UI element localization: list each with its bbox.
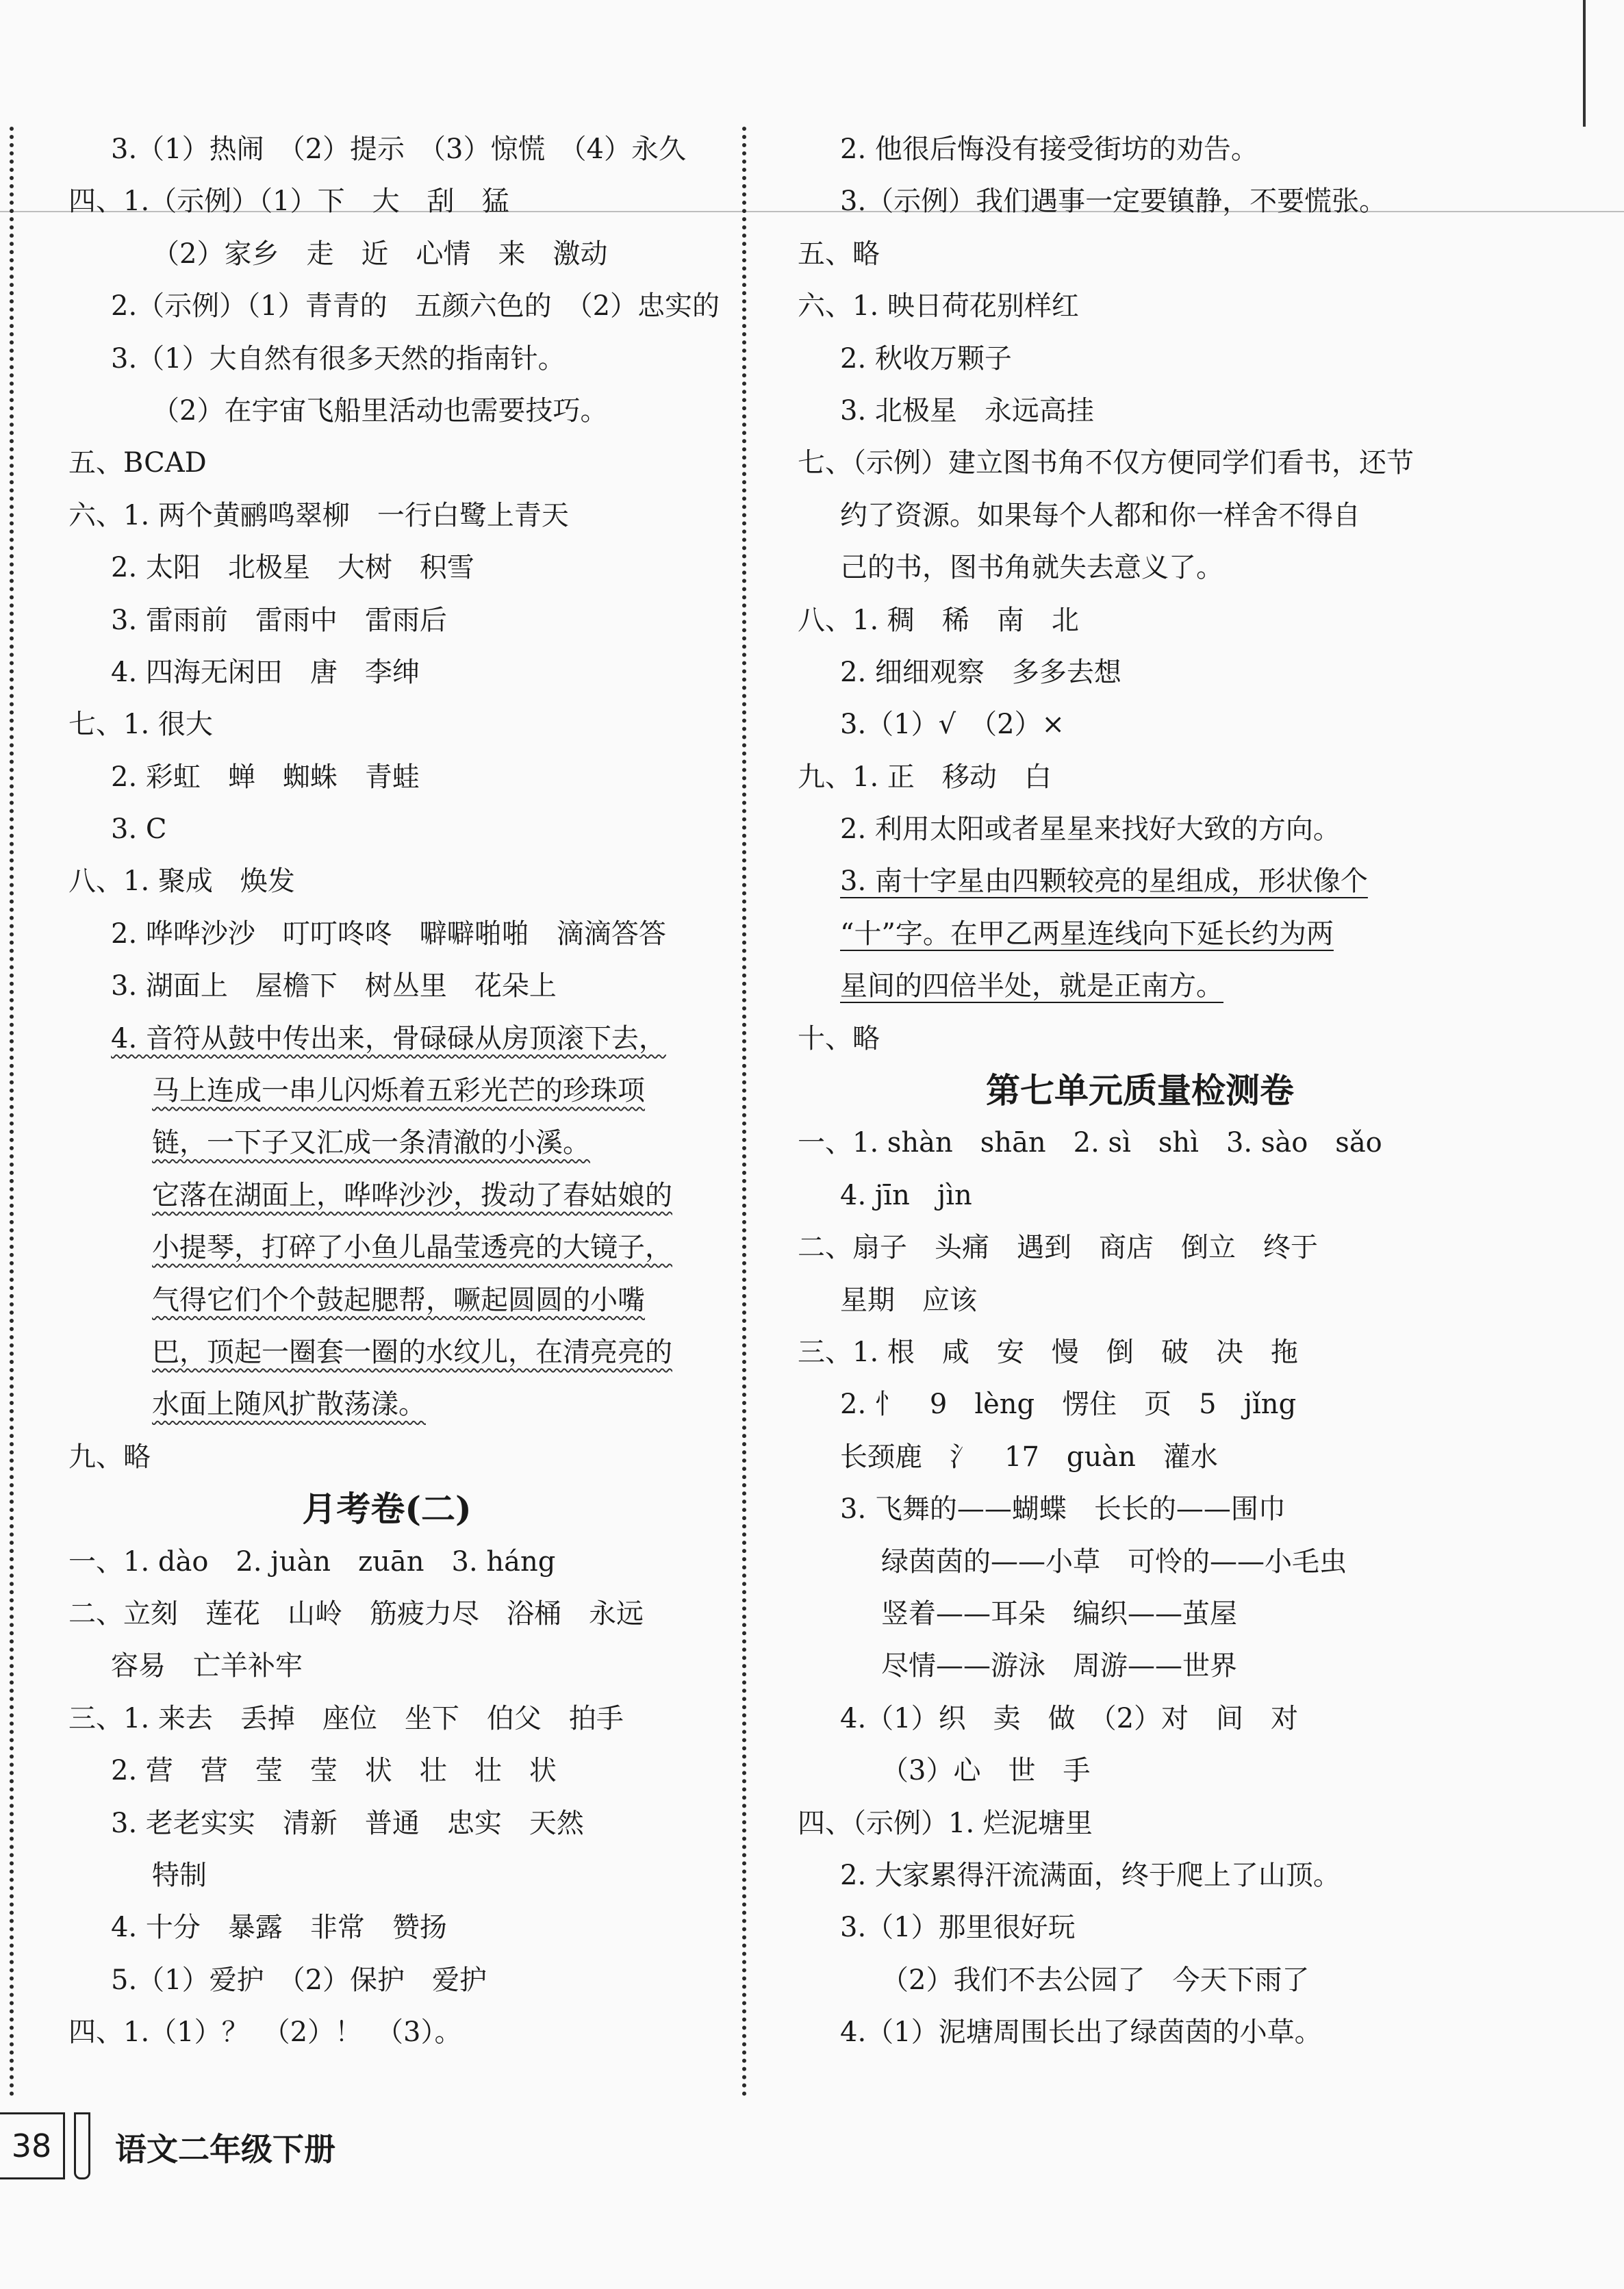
answer-text: 2. 彩虹 蝉 蜘蛛 青蛙 [111, 761, 420, 793]
answer-line [68, 594, 705, 646]
answer-text: 2. 营 营 莹 莹 状 壮 壮 状 [111, 1755, 557, 1787]
answer-line [798, 1588, 1482, 1640]
answer-text: 2. 太阳 北极星 大树 积雪 [111, 552, 474, 584]
answer-line [798, 1326, 1482, 1378]
answer-line [68, 333, 705, 385]
answer-line [68, 908, 705, 960]
answer-text: （3）心 世 手 [881, 1755, 1091, 1787]
answer-text: 2. 大家累得汗流满面，终于爬上了山顶。 [840, 1859, 1341, 1891]
answer-text: 特制 [152, 1859, 207, 1891]
answer-text: 星间的四倍半处，就是正南方。 [840, 970, 1223, 1002]
answer-text: 八、1. 聚成 焕发 [68, 865, 295, 898]
answer-text: 4.（1）织 卖 做 （2）对 间 对 [840, 1702, 1299, 1734]
answer-text: 长颈鹿 氵 17 guàn 灌水 [840, 1441, 1218, 1473]
answer-line [798, 175, 1482, 227]
answer-line [798, 1693, 1482, 1745]
answer-text: “十”字。在甲乙两星连线向下延长约为两 [840, 918, 1334, 950]
answer-line [68, 1588, 705, 1640]
answer-line [798, 960, 1482, 1012]
answer-line [68, 385, 705, 437]
answer-line [68, 1431, 705, 1483]
answer-text: 四、1.（1）？ （2）！ （3）。 [68, 2016, 462, 2049]
answer-text: 2. 秋收万颗子 [840, 342, 1012, 375]
answer-line [68, 1745, 705, 1797]
answer-text: 2. 利用太阳或者星星来找好大致的方向。 [840, 813, 1341, 846]
answer-line [798, 1797, 1482, 1849]
answer-text: 3.（1）大自然有很多天然的指南针。 [111, 342, 566, 375]
answer-line [798, 908, 1482, 960]
left-dotted-border [10, 127, 14, 2097]
answer-text: 4. 音符从鼓中传出来，骨碌碌从房顶滚下去， [111, 1022, 666, 1054]
answer-line [798, 385, 1482, 437]
answer-text: 五、略 [798, 238, 880, 270]
answer-text: 五、BCAD [68, 447, 207, 479]
answer-line [68, 960, 705, 1012]
book-spine-icon [74, 2112, 90, 2179]
answer-line [68, 437, 705, 489]
answer-text: 3. 老老实实 清新 普通 忠实 天然 [111, 1807, 584, 1839]
answer-line [798, 1117, 1482, 1169]
answer-line [798, 1274, 1482, 1326]
answer-text: 第七单元质量检测卷 [986, 1070, 1294, 1111]
answer-text: 三、1. 根 咸 安 慢 倒 破 决 拖 [798, 1336, 1298, 1368]
answer-line [798, 855, 1482, 907]
answer-line [798, 280, 1482, 332]
answer-text: 九、1. 正 移动 白 [798, 761, 1052, 793]
answer-line [68, 751, 705, 803]
answer-line [798, 437, 1482, 489]
answer-text: 尽情——游泳 周游——世界 [881, 1650, 1237, 1682]
answer-text: 3. 南十字星由四颗较亮的星组成，形状像个 [840, 865, 1368, 898]
answer-text: 四、1.（示例）（1）下 大 刮 猛 [68, 186, 509, 218]
answer-line [798, 1640, 1482, 1692]
answer-line [798, 751, 1482, 803]
answer-line [798, 1431, 1482, 1483]
answer-text: 3.（1）√ （2）× [840, 709, 1065, 741]
answer-line [798, 698, 1482, 750]
answer-text: 六、1. 映日荷花别样红 [798, 290, 1079, 323]
center-dotted-divider [742, 127, 746, 2097]
answer-line [798, 1954, 1482, 2006]
answer-text: 一、1. dào 2. juàn zuān 3. háng [68, 1545, 556, 1578]
answer-text: 气得它们个个鼓起腮帮，噘起圆圆的小嘴 [152, 1284, 645, 1316]
answer-line [68, 1640, 705, 1692]
answer-line [798, 228, 1482, 280]
answer-text: 链，一下子又汇成一条清澈的小溪。 [152, 1127, 590, 1159]
answer-line [68, 1274, 705, 1326]
answer-line [798, 646, 1482, 698]
answer-line [68, 1849, 705, 1901]
right-answer-column [798, 123, 1482, 2058]
answer-line [68, 698, 705, 750]
answer-text: 5.（1）爱护 （2）保护 爱护 [111, 1964, 487, 1996]
answer-line [68, 1013, 705, 1065]
answer-line [68, 490, 705, 542]
answer-line [68, 646, 705, 698]
answer-text: 4. 四海无闲田 唐 李绅 [111, 656, 420, 688]
answer-text: （2）家乡 走 近 心情 来 激动 [152, 238, 608, 270]
answer-text: 它落在湖面上，哗哗沙沙，拨动了春姑娘的 [152, 1179, 672, 1211]
answer-text: 3.（1）热闹 （2）提示 （3）惊慌 （4）永久 [111, 134, 686, 165]
answer-line [68, 1378, 705, 1430]
answer-text: 二、扇子 头痛 遇到 商店 倒立 终于 [798, 1232, 1318, 1264]
answer-line [798, 1901, 1482, 1953]
answer-text: 七、1. 很大 [68, 709, 213, 741]
answer-text: 4. 十分 暴露 非常 赞扬 [111, 1912, 447, 1944]
answer-line [798, 1013, 1482, 1065]
answer-line [798, 490, 1482, 542]
answer-text: 己的书，图书角就失去意义了。 [840, 552, 1223, 584]
answer-text: 巴，顶起一圈套一圈的水纹儿，在清亮亮的 [152, 1336, 672, 1368]
answer-line [68, 280, 720, 332]
answer-text: 3.（1）那里很好玩 [840, 1912, 1076, 1944]
left-answer-column [68, 123, 720, 2058]
answer-text: 2. 哗哗沙沙 叮叮咚咚 噼噼啪啪 滴滴答答 [111, 918, 666, 950]
answer-line [798, 542, 1482, 594]
answer-line [68, 1954, 705, 2006]
answer-line [798, 1483, 1482, 1535]
answer-text: 一、1. shàn shān 2. sì shì 3. sào sǎo [798, 1127, 1382, 1159]
page-number: 38 [0, 2112, 65, 2179]
answer-line [798, 803, 1482, 855]
answer-line [798, 1378, 1482, 1430]
answer-line [68, 228, 705, 280]
answer-text: 六、1. 两个黄鹂鸣翠柳 一行白鹭上青天 [68, 499, 569, 531]
answer-text: 4.（1）泥塘周围长出了绿茵茵的小草。 [840, 2016, 1322, 2049]
answer-line [68, 123, 705, 175]
answer-line [798, 1849, 1482, 1901]
answer-text: 三、1. 来去 丢掉 座位 坐下 伯父 拍手 [68, 1702, 624, 1734]
answer-text: （2）在宇宙飞船里活动也需要技巧。 [152, 394, 608, 427]
answer-text: 竖着——耳朵 编织——茧屋 [881, 1597, 1237, 1630]
answer-line [798, 333, 1482, 385]
answer-text: 二、立刻 莲花 山岭 筋疲力尽 浴桶 永远 [68, 1597, 644, 1630]
answer-text: 3. 湖面上 屋檐下 树丛里 花朵上 [111, 970, 557, 1002]
answer-line [68, 1065, 705, 1117]
answer-line [68, 1326, 705, 1378]
answer-text: 八、1. 稠 稀 南 北 [798, 604, 1079, 636]
section-heading [68, 1483, 705, 1535]
answer-line [68, 2006, 705, 2058]
answer-line [798, 2006, 1482, 2058]
answer-line [798, 123, 1482, 175]
answer-text: 容易 亡羊补牢 [111, 1650, 303, 1682]
answer-text: 四、（示例）1. 烂泥塘里 [798, 1807, 1093, 1839]
answer-text: 3. 雷雨前 雷雨中 雷雨后 [111, 604, 447, 636]
answer-text: 绿茵茵的——小草 可怜的——小毛虫 [881, 1545, 1347, 1578]
book-title: 语文二年级下册 [115, 2131, 335, 2168]
answer-text: 3.（示例）我们遇事一定要镇静，不要慌张。 [840, 186, 1387, 218]
answer-line [68, 1117, 705, 1169]
answer-line [68, 1222, 705, 1274]
answer-line [68, 1169, 705, 1222]
answer-text: 七、（示例）建立图书角不仅方便同学们看书，还节 [798, 447, 1414, 479]
section-heading [798, 1065, 1482, 1117]
answer-line [68, 1901, 705, 1953]
answer-line [68, 855, 705, 907]
answer-line [798, 1745, 1482, 1797]
answer-line [68, 175, 705, 227]
answer-line [798, 1169, 1482, 1222]
answer-line [68, 1693, 705, 1745]
answer-text: 马上连成一串儿闪烁着五彩光芒的珍珠项 [152, 1075, 645, 1107]
answer-text: （2）我们不去公园了 今天下雨了 [881, 1964, 1310, 1996]
answer-line [68, 1536, 705, 1588]
page-edge-mark [1583, 0, 1586, 127]
answer-line [68, 803, 705, 855]
answer-text: 小提琴，打碎了小鱼儿晶莹透亮的大镜子， [152, 1232, 672, 1264]
answer-line [798, 1222, 1482, 1274]
answer-line [68, 542, 705, 594]
answer-text: 2. 细细观察 多多去想 [840, 656, 1121, 688]
answer-text: 十、略 [798, 1022, 880, 1054]
page-footer [0, 2112, 479, 2188]
answer-text: 2.（示例）（1）青青的 五颜六色的 （2）忠实的 [111, 290, 720, 323]
answer-text: 2. 他很后悔没有接受街坊的劝告。 [840, 134, 1258, 165]
answer-text: 星期 应该 [840, 1284, 977, 1316]
answer-line [798, 1536, 1482, 1588]
answer-line [68, 1797, 705, 1849]
answer-line [798, 594, 1482, 646]
answer-text: 约了资源。如果每个人都和你一样舍不得自 [840, 499, 1360, 531]
answer-text: 月考卷(二) [302, 1489, 472, 1530]
answer-text: 3. 飞舞的——蝴蝶 长长的——围巾 [840, 1493, 1286, 1526]
answer-text: 九、略 [68, 1441, 151, 1473]
answer-text: 3. 北极星 永远高挂 [840, 394, 1094, 427]
answer-text: 4. jīn jìn [840, 1179, 972, 1211]
answer-text: 水面上随风扩散荡漾。 [152, 1389, 426, 1421]
answer-text: 3. C [111, 813, 167, 846]
answer-text: 2. 忄 9 lèng 愣住 页 5 jǐng [840, 1389, 1297, 1421]
